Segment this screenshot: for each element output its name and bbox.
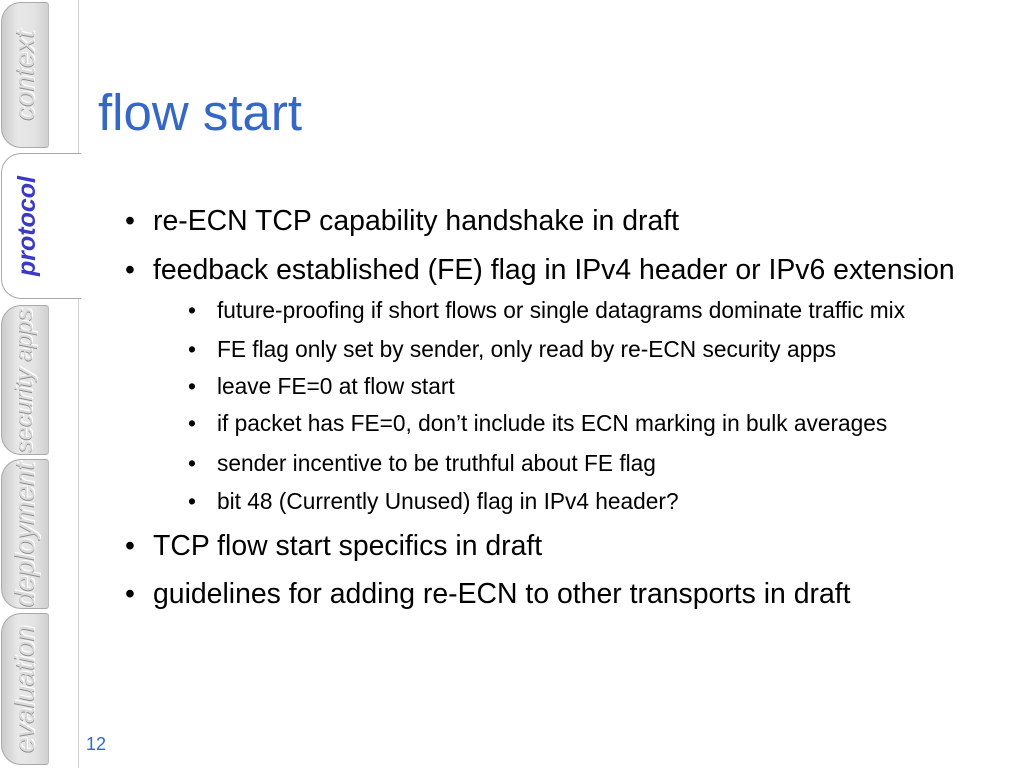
tab-deployment[interactable]	[1, 459, 49, 609]
tab-label: protocol	[13, 176, 41, 276]
bullet-item: • feedback established (FE) flag in IPv4 header or IPv6 extension	[153, 253, 955, 287]
sub-bullet-item: • future-proofing if short flows or single datagrams dominate traffic mix	[217, 296, 905, 324]
tab-label: security apps	[11, 307, 38, 453]
sub-bullet-item: • bit 48 (Currently Unused) flag in IPv4 header?	[217, 487, 679, 515]
slide-title: flow start	[98, 84, 303, 141]
sub-bullet-item: • FE flag only set by sender, only read by re-ECN security apps	[217, 335, 836, 363]
tab-protocol[interactable]	[1, 153, 81, 299]
bullet-item: • TCP flow start specifics in draft	[153, 529, 542, 563]
bullet-item: • guidelines for adding re-ECN to other transports in draft	[153, 577, 851, 611]
sub-bullet-item: • if packet has FE=0, don’t include its ECN marking in bulk averages	[217, 409, 887, 437]
tab-context[interactable]	[1, 2, 49, 148]
section-tab-bar	[0, 0, 80, 768]
sub-bullet-item: • leave FE=0 at flow start	[217, 372, 455, 400]
bullet-item: • re-ECN TCP capability handshake in draft	[153, 204, 679, 238]
tab-label: evaluation	[9, 625, 40, 753]
page-number: 12	[86, 734, 107, 754]
tab-label: context	[9, 29, 40, 121]
tab-evaluation[interactable]	[1, 613, 49, 765]
tab-bar-divider	[78, 0, 79, 768]
tab-label: deployment	[9, 461, 40, 607]
tab-security-apps[interactable]	[1, 305, 49, 455]
sub-bullet-item: • sender incentive to be truthful about FE flag	[217, 449, 656, 477]
